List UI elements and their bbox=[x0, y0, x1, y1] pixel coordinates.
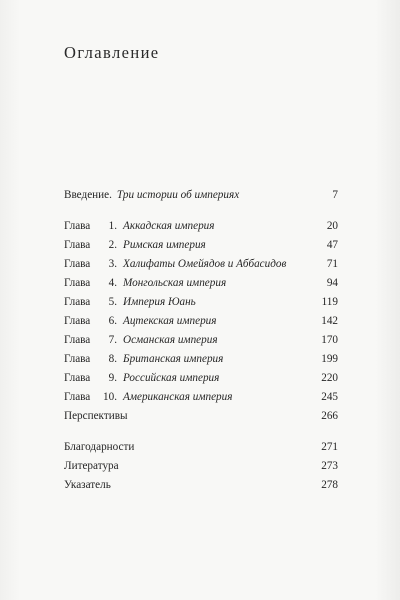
chapter-title: Аккадская империя bbox=[123, 220, 215, 232]
introduction-label: Введение. bbox=[64, 189, 112, 201]
perspectives-label: Перспективы bbox=[64, 410, 128, 422]
chapter-label: Глава bbox=[64, 334, 91, 346]
chapter-title: Ацтекская империя bbox=[123, 315, 217, 327]
chapter-label: Глава bbox=[64, 277, 91, 289]
chapter-title: Империя Юань bbox=[123, 296, 196, 308]
page-title: Оглавление bbox=[64, 43, 160, 62]
back-matter-label: Литература bbox=[64, 460, 119, 472]
chapter-title: Халифаты Омейядов и Аббасидов bbox=[123, 258, 287, 270]
chapter-page-number: 20 bbox=[326, 220, 338, 232]
chapter-page-number: 47 bbox=[326, 239, 338, 251]
chapter-page-number: 220 bbox=[321, 372, 338, 384]
back-matter-label: Указатель bbox=[64, 479, 111, 491]
toc-entry-chapter-8 bbox=[64, 354, 338, 368]
toc-entry-chapter-10 bbox=[64, 392, 338, 406]
chapter-number: 7. bbox=[108, 334, 117, 346]
chapter-label: Глава bbox=[64, 315, 91, 327]
back-matter-page-number: 271 bbox=[321, 441, 338, 453]
toc-entry-chapter-4 bbox=[64, 278, 338, 292]
toc-entry-introduction bbox=[64, 190, 338, 204]
chapter-page-number: 199 bbox=[321, 353, 338, 365]
toc-entry-acknowledgements bbox=[64, 442, 338, 456]
toc-entry-chapter-5 bbox=[64, 297, 338, 311]
back-matter-page-number: 273 bbox=[321, 460, 338, 472]
toc-entry-chapter-6 bbox=[64, 316, 338, 330]
chapter-title: Османская империя bbox=[123, 334, 218, 346]
chapter-number: 3. bbox=[108, 258, 117, 270]
toc-entry-perspectives bbox=[64, 411, 338, 425]
chapter-label: Глава bbox=[64, 239, 91, 251]
chapter-number: 5. bbox=[108, 296, 117, 308]
chapter-label: Глава bbox=[64, 353, 91, 365]
perspectives-page-number: 266 bbox=[321, 410, 338, 422]
back-matter-page-number: 278 bbox=[321, 479, 338, 491]
toc-entry-chapter-9 bbox=[64, 373, 338, 387]
chapter-number: 6. bbox=[108, 315, 117, 327]
chapter-title: Российская империя bbox=[123, 372, 220, 384]
toc-entry-chapter-3 bbox=[64, 259, 338, 273]
chapter-number: 4. bbox=[108, 277, 117, 289]
chapter-page-number: 119 bbox=[321, 296, 338, 308]
toc-entry-literature bbox=[64, 461, 338, 475]
chapter-page-number: 170 bbox=[321, 334, 338, 346]
chapter-label: Глава bbox=[64, 296, 91, 308]
chapter-label: Глава bbox=[64, 220, 91, 232]
chapter-page-number: 245 bbox=[321, 391, 338, 403]
toc-entry-chapter-2 bbox=[64, 240, 338, 254]
chapter-label: Глава bbox=[64, 372, 91, 384]
chapter-page-number: 71 bbox=[326, 258, 338, 270]
toc-entry-chapter-1 bbox=[64, 221, 338, 235]
back-matter-label: Благодарности bbox=[64, 441, 135, 453]
chapter-title: Американская империя bbox=[123, 391, 233, 403]
toc-entry-index bbox=[64, 480, 338, 494]
chapter-number: 8. bbox=[108, 353, 117, 365]
introduction-page-number: 7 bbox=[332, 189, 338, 201]
chapter-page-number: 142 bbox=[321, 315, 338, 327]
chapter-number: 1. bbox=[108, 220, 117, 232]
chapter-number: 10. bbox=[103, 391, 117, 403]
chapter-page-number: 94 bbox=[326, 277, 338, 289]
chapter-title: Британская империя bbox=[123, 353, 224, 365]
introduction-title: Три истории об империях bbox=[116, 189, 240, 201]
chapter-title: Монгольская империя bbox=[123, 277, 227, 289]
chapter-number: 9. bbox=[108, 372, 117, 384]
chapter-label: Глава bbox=[64, 258, 91, 270]
chapter-label: Глава bbox=[64, 391, 91, 403]
chapter-title: Римская империя bbox=[123, 239, 206, 251]
toc-entry-chapter-7 bbox=[64, 335, 338, 349]
chapter-number: 2. bbox=[108, 239, 117, 251]
